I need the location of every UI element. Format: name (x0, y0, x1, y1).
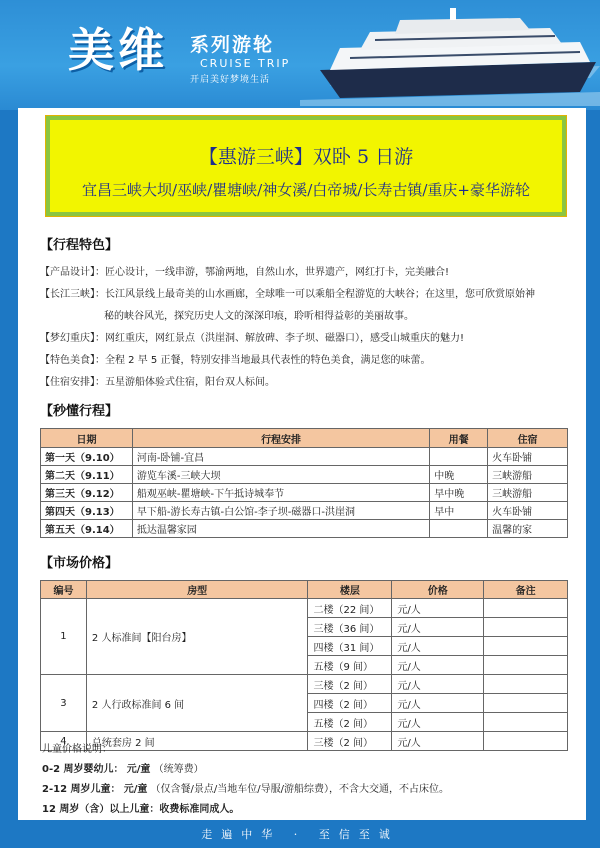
feature-text: 网红重庆，网红景点（洪崖洞、解放碑、李子坝、磁器口），感受山城重庆的魅力! (105, 333, 465, 344)
itinerary-stay: 火车卧铺 (488, 502, 568, 520)
room-number: 3 (41, 675, 87, 732)
itinerary-plan: 河南-卧铺-宜昌 (132, 448, 429, 466)
infant-price-line (42, 760, 562, 780)
column-header: 楼层 (308, 581, 392, 599)
feature-label: 【产品设计】： (40, 267, 105, 278)
room-floor: 五楼（9 间） (308, 656, 392, 675)
brand-english: CRUISE TRIP (200, 57, 291, 70)
feature-text-continued: 秘的峡谷风光，探究历史人文的深深印痕，聆听相得益彰的美丽故事。 (104, 311, 414, 322)
table-header-row (41, 581, 568, 599)
child-note: （仅含餐/景点/当地车位/导服/游船综费），不含大交通，不占床位。 (150, 784, 450, 795)
room-floor: 三楼（2 间） (308, 675, 392, 694)
table-row (41, 466, 568, 484)
feature-label: 【特色美食】： (40, 355, 105, 366)
itinerary-heading: 【秒懂行程】 (40, 404, 119, 419)
features-list (40, 262, 570, 394)
room-price: 元/人 (392, 713, 484, 732)
room-type: 2 人行政标准间 6 间 (86, 675, 308, 732)
room-number: 1 (41, 599, 87, 675)
child-price-line (42, 780, 562, 800)
room-note (484, 694, 568, 713)
tour-title: 【惠游三峡】双卧 5 日游 (198, 146, 414, 168)
column-header: 价格 (392, 581, 484, 599)
notes-heading: 儿童价格说明： (42, 744, 112, 755)
room-price: 元/人 (392, 656, 484, 675)
adult-price-text: 12 周岁（含）以上儿童：收费标准同成人。 (42, 804, 240, 815)
itinerary-plan: 船观巫峡-瞿塘峡-下午抵诗城奉节 (132, 484, 429, 502)
table-header-row (41, 429, 568, 448)
brand-slogan: 开启美好梦境生活 (190, 75, 271, 85)
room-floor: 四楼（31 间） (308, 637, 392, 656)
infant-note: （统筹费） (153, 764, 204, 775)
room-price: 元/人 (392, 675, 484, 694)
room-note (484, 599, 568, 618)
table-row (41, 675, 568, 694)
room-price: 元/人 (392, 599, 484, 618)
footer-slogan: 走遍中华 · 至信至诚 (201, 828, 399, 841)
feature-item (40, 262, 570, 284)
feature-text: 长江风景线上最奇美的山水画廊，全球唯一可以乘船全程游览的大峡谷；在这里，您可欣赏原始神 (105, 289, 535, 300)
table-row (41, 502, 568, 520)
itinerary-meal: 中晚 (430, 466, 488, 484)
column-header: 房型 (86, 581, 308, 599)
price-table (40, 580, 568, 751)
itinerary-plan: 早下船-游长寿古镇-白公馆-李子坝-磁器口-洪崖洞 (132, 502, 429, 520)
column-header: 编号 (41, 581, 87, 599)
itinerary-stay: 三峡游船 (488, 484, 568, 502)
feature-label: 【住宿安排】： (40, 377, 105, 388)
infant-price: 元/童 (126, 764, 151, 775)
room-note (484, 675, 568, 694)
content-card (18, 108, 586, 820)
room-floor: 三楼（2 间） (308, 732, 392, 751)
room-price: 元/人 (392, 694, 484, 713)
room-price: 元/人 (392, 637, 484, 656)
itinerary-date: 第四天（9.13） (41, 502, 133, 520)
table-row (41, 520, 568, 538)
table-row (41, 599, 568, 618)
room-note (484, 618, 568, 637)
itinerary-date: 第五天（9.14） (41, 520, 133, 538)
feature-text: 全程 2 早 5 正餐，特别安排当地最具代表性的特色美食，满足您的味蕾。 (105, 355, 431, 366)
feature-item (40, 284, 570, 306)
itinerary-plan: 游览车溪-三峡大坝 (132, 466, 429, 484)
room-price: 元/人 (392, 618, 484, 637)
itinerary-date: 第三天（9.12） (41, 484, 133, 502)
tour-route: 宜昌三峡大坝/巫峡/瞿塘峡/神女溪/白帝城/长寿古镇/重庆+豪华游轮 (82, 181, 530, 199)
itinerary-stay: 三峡游船 (488, 466, 568, 484)
itinerary-stay: 温馨的家 (488, 520, 568, 538)
room-floor: 四楼（2 间） (308, 694, 392, 713)
room-price: 元/人 (392, 732, 484, 751)
room-note (484, 713, 568, 732)
room-floor: 五楼（2 间） (308, 713, 392, 732)
feature-text: 匠心设计，一线串游，鄂渝两地，自然山水，世界遗产，网红打卡，完美融合! (105, 267, 450, 278)
child-label: 2-12 周岁儿童： (42, 784, 121, 795)
room-note (484, 637, 568, 656)
feature-item (40, 350, 570, 372)
room-note (484, 656, 568, 675)
infant-label: 0-2 周岁婴幼儿： (42, 764, 124, 775)
itinerary-meal (430, 520, 488, 538)
room-floor: 二楼（22 间） (308, 599, 392, 618)
brand-header (0, 0, 600, 110)
child-price: 元/童 (123, 784, 148, 795)
tour-title-box (46, 116, 566, 216)
itinerary-meal: 早中晚 (430, 484, 488, 502)
itinerary-meal (430, 448, 488, 466)
itinerary-date: 第一天（9.10） (41, 448, 133, 466)
price-heading: 【市场价格】 (40, 556, 119, 571)
itinerary-meal: 早中 (430, 502, 488, 520)
brand-logo-text: 美维 (68, 23, 168, 77)
room-number: 4 (41, 732, 87, 751)
features-heading: 【行程特色】 (40, 238, 119, 253)
itinerary-plan: 抵达温馨家园 (132, 520, 429, 538)
feature-label: 【梦幻重庆】： (40, 333, 105, 344)
room-type: 总统套房 2 间 (86, 732, 308, 751)
brand-series: 系列游轮 (190, 34, 275, 56)
table-row (41, 448, 568, 466)
column-header: 行程安排 (132, 429, 429, 448)
itinerary-date: 第二天（9.11） (41, 466, 133, 484)
room-type: 2 人标准间【阳台房】 (86, 599, 308, 675)
feature-item (40, 372, 570, 394)
column-header: 备注 (484, 581, 568, 599)
feature-item (40, 328, 570, 350)
itinerary-stay: 火车卧铺 (488, 448, 568, 466)
child-price-notes (42, 740, 562, 820)
feature-text: 五星游船体验式住宿，阳台双人标间。 (105, 377, 275, 388)
column-header: 用餐 (430, 429, 488, 448)
room-floor: 三楼（36 间） (308, 618, 392, 637)
cruise-ship-icon (300, 8, 600, 106)
adult-price-line (42, 800, 562, 820)
feature-label: 【长江三峡】： (40, 289, 105, 300)
column-header: 住宿 (488, 429, 568, 448)
column-header: 日期 (41, 429, 133, 448)
table-row (41, 484, 568, 502)
itinerary-table (40, 428, 568, 538)
